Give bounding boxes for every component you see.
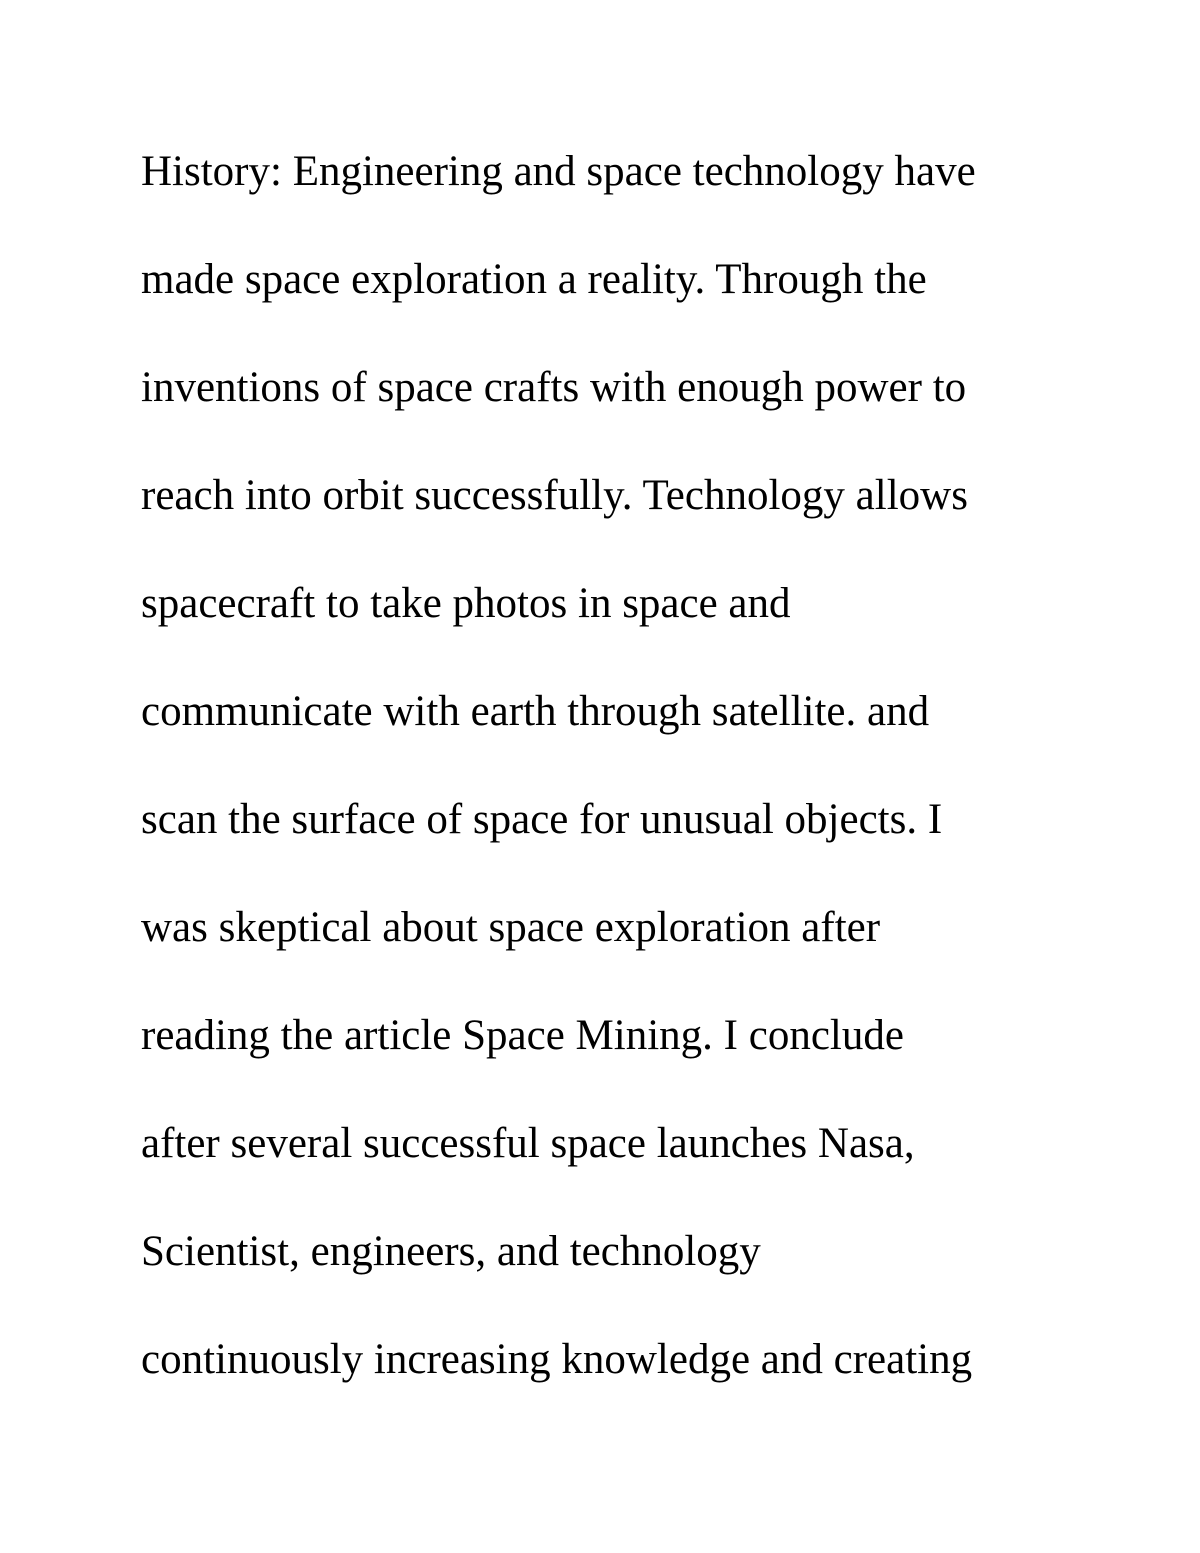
text-line: reach into orbit successfully. Technology allows <box>141 472 968 519</box>
text-line: scan the surface of space for unusual objects. I <box>141 796 943 843</box>
text-line: made space exploration a reality. Through the <box>141 256 927 303</box>
text-line: History: Engineering and space technology have <box>141 148 976 195</box>
text-line: after several successful space launches Nasa, <box>141 1120 915 1167</box>
text-line: Scientist, engineers, and technology <box>141 1228 761 1275</box>
text-line: was skeptical about space exploration after <box>141 904 881 951</box>
text-line: reading the article Space Mining. I conclude <box>141 1012 904 1059</box>
text-line: communicate with earth through satellite. and <box>141 688 930 735</box>
text-line: inventions of space crafts with enough power to <box>141 364 967 411</box>
body-paragraph <box>141 145 1101 1441</box>
text-line: continuously increasing knowledge and creating <box>141 1336 973 1383</box>
text-line: spacecraft to take photos in space and <box>141 580 791 627</box>
